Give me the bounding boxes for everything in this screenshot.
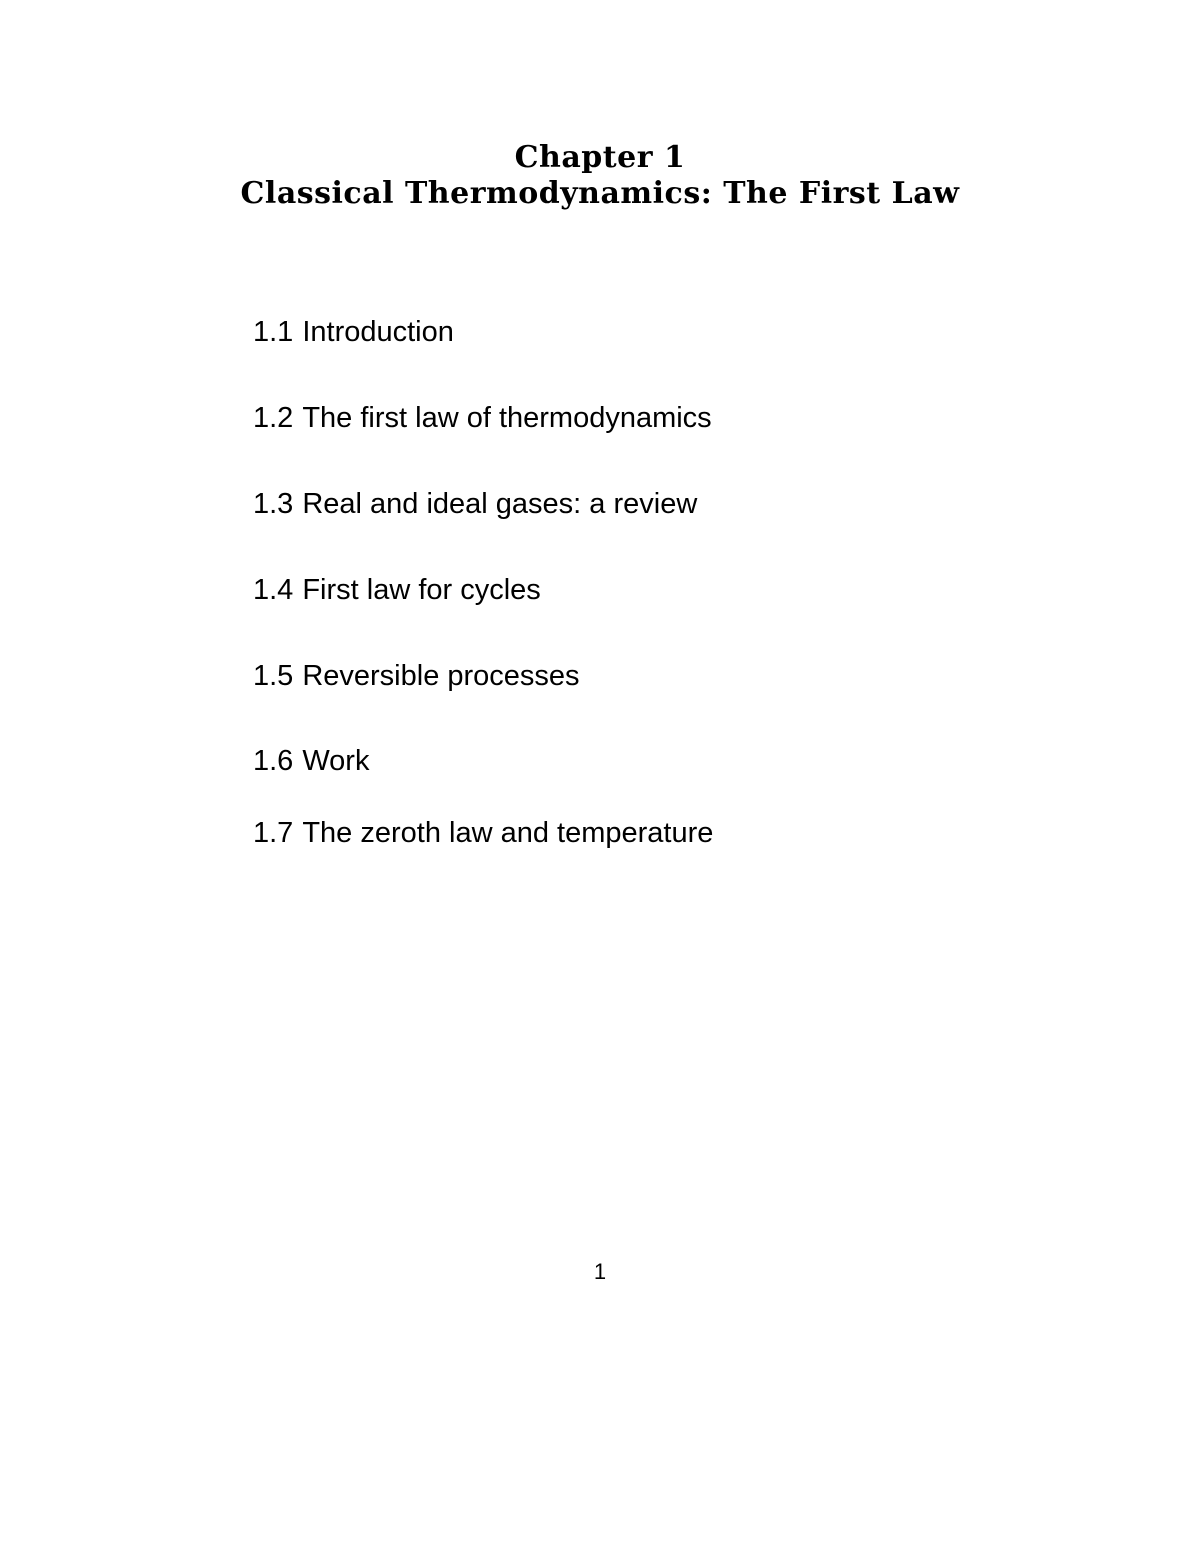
toc-item-1-2 xyxy=(253,401,712,435)
toc-item-title: Introduction xyxy=(302,316,454,348)
chapter-title: Classical Thermodynamics: The First Law xyxy=(240,176,960,211)
toc-item-title: Reversible processes xyxy=(302,660,580,692)
toc-item-1-3 xyxy=(253,487,697,521)
toc-item-title: The zeroth law and temperature xyxy=(302,817,714,849)
toc-item-number: 1.7 xyxy=(253,817,294,849)
page-number: 1 xyxy=(593,1259,607,1284)
toc-item-title: First law for cycles xyxy=(302,574,541,606)
chapter-heading xyxy=(0,140,1200,212)
chapter-label: Chapter 1 xyxy=(514,140,686,175)
toc-item-1-4 xyxy=(253,573,541,607)
toc-item-1-7 xyxy=(253,816,713,850)
toc-item-number: 1.4 xyxy=(253,574,294,606)
toc-item-1-5 xyxy=(253,659,580,693)
toc-item-title: Work xyxy=(302,745,370,777)
toc-item-1-6 xyxy=(253,744,369,778)
toc-item-number: 1.2 xyxy=(253,402,294,434)
toc-item-number: 1.6 xyxy=(253,745,294,777)
toc-item-title: The first law of thermodynamics xyxy=(302,402,712,434)
toc-item-number: 1.1 xyxy=(253,316,294,348)
toc-item-1-1 xyxy=(253,315,454,349)
toc-item-number: 1.3 xyxy=(253,488,294,520)
toc-item-number: 1.5 xyxy=(253,660,294,692)
toc-item-title: Real and ideal gases: a review xyxy=(302,488,698,520)
